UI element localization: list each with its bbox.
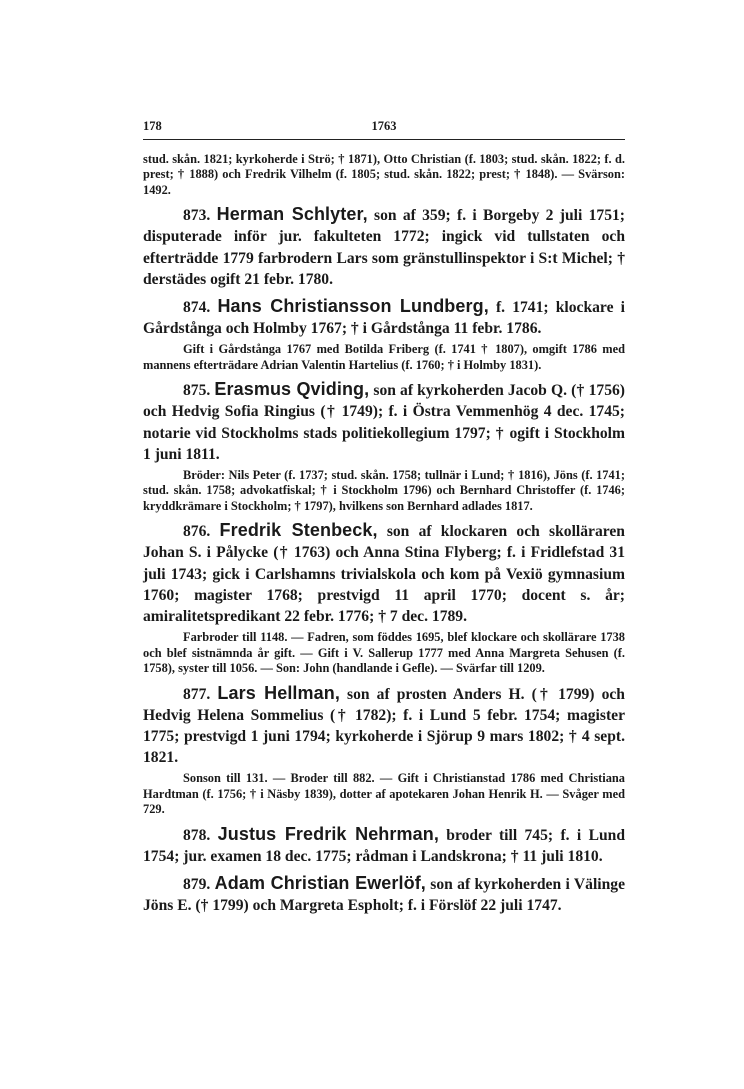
entry-text: son af kyrkoherden i Välinge Jöns E. († 1799) och Margreta Espholt; f. i Förslöf 22 juli 1747. [143,875,625,915]
entry-body [143,824,625,867]
entry-875 [143,379,625,514]
page-number: 178 [143,119,162,133]
header-rule [143,139,625,140]
person-name: Erasmus Qviding, [214,379,370,400]
entry-body [143,379,625,465]
entry-number: 876. [183,523,211,541]
entry-note: Gift i Gårdstånga 1767 med Botilda Friberg (f. 1741 † 1807), omgift 1786 med mannens efterträdare Adrian Valentin Hartelius (f. 1760; † i Holmby 1831). [143,342,625,372]
person-name: Lars Hellman, [217,682,340,703]
entry-number: 874. [183,299,211,317]
entry-number: 875. [183,382,211,400]
entry-number: 879. [183,875,211,893]
entry-text: f. 1741; klockare i Gårdstånga och Holmby 1767; † i Gårdstånga 11 febr. 1786. [143,299,625,338]
entries [143,152,625,916]
person-name: Justus Fredrik Nehrman, [217,823,439,844]
person-name: Herman Schlyter, [216,204,368,225]
entry-body [143,683,625,769]
page-header [143,119,625,137]
entry-body [143,296,625,339]
entry-879 [143,873,625,916]
entry-note: Farbroder till 1148. — Fadren, som föddes 1695, blef klockare och skollärare 1738 och blef sistnämnda år gift. — Gift i V. Sallerup 1777 med Anna Margreta Sehusen (f. 1758), syster till 1056. — Son: John (handlande i Gefle). — Svärfar till 1209. [143,630,625,676]
entry-body [143,520,625,627]
person-name: Fredrik Stenbeck, [219,520,378,541]
entry-876 [143,520,625,676]
entry-874 [143,296,625,373]
person-name: Hans Christiansson Lundberg, [217,296,489,317]
entry-body [143,204,625,290]
continuation-note: stud. skån. 1821; kyrkoherde i Strö; † 1871), Otto Christian (f. 1803; stud. skån. 1822; f. d. prest; † 1888) och Fredrik Vilhelm (f. 1805; stud. skån. 1822; prest; † 1848). — Svärson: 1492. [143,152,625,197]
entry-text: son af prosten Anders H. († 1799) och Hedvig Helena Sommelius († 1782); f. i Lund 5 febr. 1754; magister 1775; prestvigd 1 juni 1794; kyrkoherde i Sjörup 9 mars 1802; † 4 sept. 1821. [143,685,625,767]
entry-number: 877. [183,685,211,703]
entry-text: son af 359; f. i Borgeby 2 juli 1751; disputerade inför jur. fakulteten 1772; ingick vid tullstaten och efterträdde 1779 farbrodern Lars som gränstullinspektor i S:t Michel; † derstädes ogift 21 febr. 1780. [143,207,625,288]
entry-note: Bröder: Nils Peter (f. 1737; stud. skån. 1758; tullnär i Lund; † 1816), Jöns (f. 1741; stud. skån. 1758; advokatfiskal; † i Stockholm 1796) och Bernhard Christoffer (f. 1746; kryddkrämare i Stockholm; † 1797), hvilkens son Bernhard adlades 1817. [143,468,625,513]
person-name: Adam Christian Ewerlöf, [214,872,426,893]
entry-text: son af klockaren och skolläraren Johan S. i Pålycke († 1763) och Anna Stina Flyberg; f. i Fridlefstad 31 juli 1743; gick i Carlshamns trivialskola och kom på Vexiö gymnasium 1760; magister 1768; prestvigd 11 april 1770; docent s. år; amiralitetspredikant 22 febr. 1776; † 7 dec. 1789. [143,523,625,626]
entry-877 [143,683,625,818]
entry-number: 873. [183,207,211,225]
entry-number: 878. [183,826,211,844]
entry-878 [143,824,625,867]
entry-text: son af kyrkoherden Jacob Q. († 1756) och Hedvig Sofia Ringius († 1749); f. i Östra Vemmenhög 4 dec. 1745; notarie vid Stockholms stads politiekollegium 1797; † ogift i Stockholm 1 juni 1811. [143,382,625,463]
entry-text: broder till 745; f. i Lund 1754; jur. examen 18 dec. 1775; rådman i Landskrona; † 11 juli 1810. [143,826,625,865]
page-year-heading: 1763 [371,119,397,133]
entry-note: Sonson till 131. — Broder till 882. — Gift i Christianstad 1786 med Christiana Hardtman (f. 1756; † i Näsby 1839), dotter af apotekaren Johan Henrik H. — Svåger med 729. [143,771,625,817]
book-page [143,119,625,916]
entry-873 [143,204,625,290]
entry-body [143,873,625,916]
